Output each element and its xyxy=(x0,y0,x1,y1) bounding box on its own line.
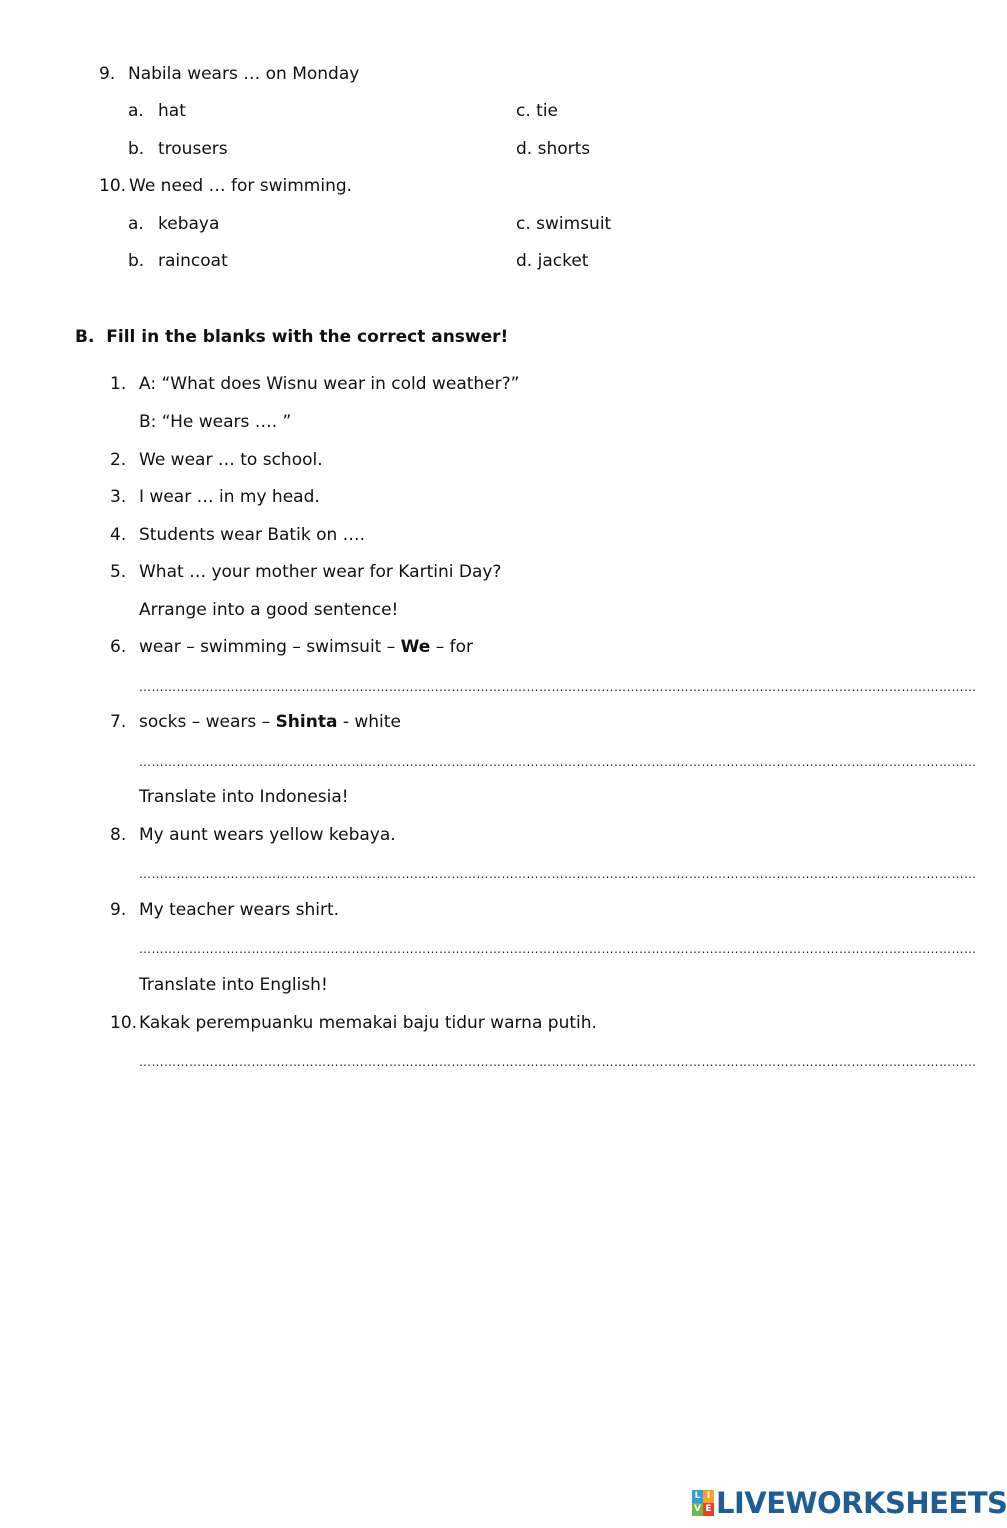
b9-answer-line[interactable]: ………………………………………………………………………………………………………………………………………………………………………………… xyxy=(139,942,977,956)
translate-english-instruction: Translate into English! xyxy=(139,975,328,995)
b3-question: I wear … in my head. xyxy=(139,487,320,507)
b6-number: 6. xyxy=(110,637,127,657)
b7-word-bold: Shinta xyxy=(275,712,338,732)
b5-number: 5. xyxy=(110,562,127,582)
logo-mark-v: V xyxy=(692,1503,703,1516)
b6-question xyxy=(139,636,473,658)
q10-option-a-letter: a. xyxy=(128,214,144,234)
b10-number: 10. xyxy=(110,1013,138,1033)
q9-option-b-letter: b. xyxy=(128,139,145,159)
b1-answer-line: B: “He wears …. ” xyxy=(139,412,292,432)
liveworksheets-logo-icon xyxy=(692,1490,714,1516)
logo-mark-e: E xyxy=(703,1503,714,1516)
b4-number: 4. xyxy=(110,525,127,545)
b6-words-post: – for xyxy=(430,637,474,657)
b6-word-bold: We xyxy=(400,637,431,657)
b9-question: My teacher wears shirt. xyxy=(139,900,340,920)
q9-question: Nabila wears … on Monday xyxy=(128,64,360,84)
b1-number: 1. xyxy=(110,374,127,394)
translate-indonesia-instruction: Translate into Indonesia! xyxy=(139,787,349,807)
b8-question: My aunt wears yellow kebaya. xyxy=(139,825,396,845)
b7-question xyxy=(139,711,401,733)
q9-number: 9. xyxy=(99,64,116,84)
b7-number: 7. xyxy=(110,712,127,732)
arrange-instruction: Arrange into a good sentence! xyxy=(139,600,399,620)
b7-answer-line[interactable]: ………………………………………………………………………………………………………………………………………………………………………………… xyxy=(139,755,977,769)
q9-option-a: hat xyxy=(158,101,186,121)
b9-number: 9. xyxy=(110,900,127,920)
b8-answer-line[interactable]: ………………………………………………………………………………………………………………………………………………………………………………… xyxy=(139,867,977,881)
b10-question: Kakak perempuanku memakai baju tidur warna putih. xyxy=(139,1013,597,1033)
b10-answer-line[interactable]: ………………………………………………………………………………………………………………………………………………………………………………… xyxy=(139,1055,977,1069)
b6-words-pre: wear – swimming – swimsuit – xyxy=(139,637,401,657)
b2-question: We wear … to school. xyxy=(139,450,323,470)
q9-option-b: trousers xyxy=(158,139,228,159)
liveworksheets-logo[interactable] xyxy=(692,1488,1007,1518)
q10-option-b: raincoat xyxy=(158,251,228,271)
b3-number: 3. xyxy=(110,487,127,507)
section-b-heading: B. Fill in the blanks with the correct answer! xyxy=(75,327,509,347)
q10-option-b-letter: b. xyxy=(128,251,145,271)
q10-option-d: d. jacket xyxy=(516,251,589,271)
q9-option-a-letter: a. xyxy=(128,101,144,121)
q10-option-a: kebaya xyxy=(158,214,220,234)
b5-question: What … your mother wear for Kartini Day? xyxy=(139,562,502,582)
q10-number: 10. xyxy=(99,176,127,196)
logo-mark-l: L xyxy=(692,1490,703,1503)
b2-number: 2. xyxy=(110,450,127,470)
b1-question: A: “What does Wisnu wear in cold weather?” xyxy=(139,374,520,394)
b8-number: 8. xyxy=(110,825,127,845)
b7-words-post: - white xyxy=(337,712,401,732)
b7-words-pre: socks – wears – xyxy=(139,712,276,732)
q10-option-c: c. swimsuit xyxy=(516,214,612,234)
q9-option-c: c. tie xyxy=(516,101,559,121)
logo-mark-i: I xyxy=(703,1490,714,1503)
q9-option-d: d. shorts xyxy=(516,139,591,159)
b6-answer-line[interactable]: ………………………………………………………………………………………………………………………………………………………………………………… xyxy=(139,680,977,694)
liveworksheets-logo-text: LIVEWORKSHEETS xyxy=(716,1486,1007,1520)
q10-question: We need … for swimming. xyxy=(129,176,353,196)
b4-question: Students wear Batik on …. xyxy=(139,525,366,545)
